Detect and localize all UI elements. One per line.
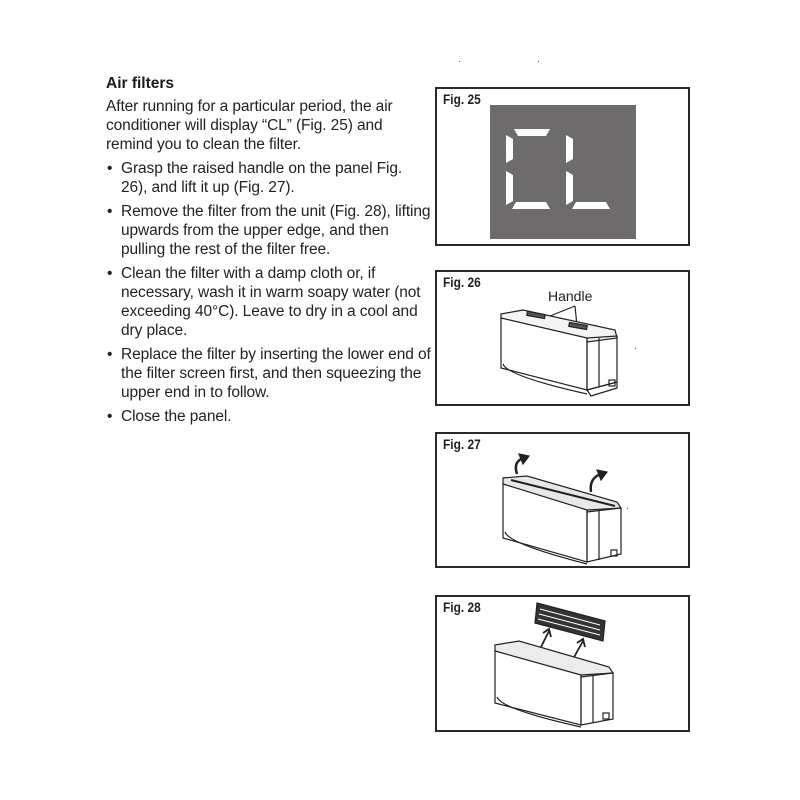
list-item <box>106 407 431 426</box>
air-conditioner-unit-icon <box>437 434 688 566</box>
handle-callout: Handle <box>548 288 593 304</box>
figure-label: Fig. 25 <box>443 91 481 107</box>
list-item <box>106 345 431 402</box>
instructions-column <box>106 74 431 431</box>
cl-display-panel <box>490 105 636 239</box>
bullet-icon: • <box>107 408 113 425</box>
figure-26 <box>435 270 690 406</box>
filter-screen-icon <box>535 603 605 641</box>
figure-label: Fig. 27 <box>443 436 481 452</box>
bullet-icon: • <box>107 346 113 363</box>
list-item-text: Grasp the raised handle on the panel Fig. 26), and lift it up (Fig. 27). <box>121 160 403 196</box>
figure-27 <box>435 432 690 568</box>
bullet-icon: • <box>107 203 113 220</box>
list-item <box>106 202 431 259</box>
seven-segment-cl-icon <box>490 105 636 239</box>
bullet-icon: • <box>107 265 113 282</box>
scan-speck <box>459 61 460 62</box>
intro-paragraph: After running for a particular period, the air conditioner will display “CL” (Fig. 25) and remind you to clean the filter. <box>106 98 393 153</box>
figure-28 <box>435 595 690 732</box>
figure-label: Fig. 28 <box>443 599 481 615</box>
list-item-text: Remove the filter from the unit (Fig. 28), lifting upwards from the upper edge, and then pulling the rest of the filter free. <box>121 203 431 258</box>
scan-speck <box>627 508 628 509</box>
scan-speck <box>635 348 636 349</box>
section-heading: Air filters <box>106 75 175 92</box>
scan-speck <box>538 61 539 62</box>
instruction-list <box>106 159 431 426</box>
figure-25 <box>435 87 690 246</box>
air-conditioner-unit-icon <box>437 597 688 730</box>
list-item-text: Close the panel. <box>121 408 232 425</box>
list-item-text: Clean the filter with a damp cloth or, if necessary, wash it in warm soapy water (not exceeding 40°C). Leave to dry in a cool and dry place. <box>121 265 421 339</box>
list-item-text: Replace the filter by inserting the lower end of the filter screen first, and then squeezing the upper end in to follow. <box>121 346 431 401</box>
bullet-icon: • <box>107 160 113 177</box>
figure-label: Fig. 26 <box>443 274 481 290</box>
list-item <box>106 159 431 197</box>
air-conditioner-unit-icon <box>437 272 688 404</box>
list-item <box>106 264 431 340</box>
